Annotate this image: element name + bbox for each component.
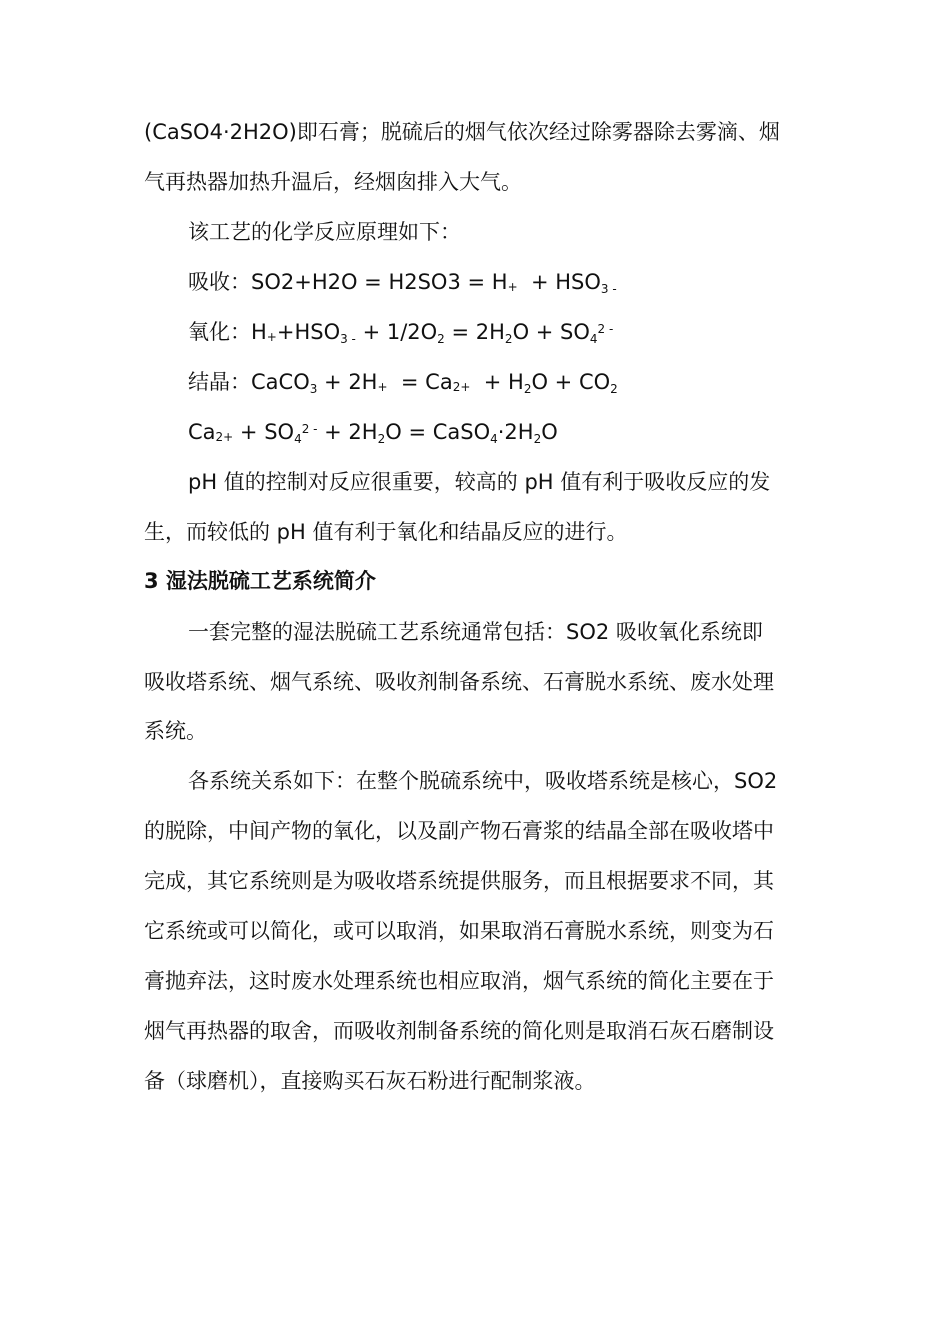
principle-intro: 该工艺的化学反应原理如下： (188, 220, 461, 244)
relation-line1: 各系统关系如下：在整个脱硫系统中，吸收塔系统是核心，SO2 (188, 769, 778, 793)
reaction-absorb-label: 吸收： (188, 270, 251, 294)
system-line1: 一套完整的湿法脱硫工艺系统通常包括：SO2 吸收氧化系统即 (188, 620, 763, 644)
relation-line4: 它系统或可以简化，或可以取消，如果取消石膏脱水系统，则变为石 (144, 919, 774, 943)
relation-line6: 烟气再热器的取舍，而吸收剂制备系统的简化则是取消石灰石磨制设 (144, 1019, 774, 1043)
reaction-crystal: 结晶：CaCO$_3$ + $2H+ = Ca2+ + H_2O + CO_2$ (188, 370, 618, 396)
relation-line5: 膏抛弃法，这时废水处理系统也相应取消，烟气系统的简化主要在于 (144, 969, 774, 993)
reaction-oxidize-label: 氧化： (188, 320, 251, 344)
section3-heading: 3 湿法脱硫工艺系统简介 (144, 569, 376, 593)
reaction-crystal-label: 结晶： (188, 370, 251, 394)
para1-line2: 气再热器加热升温后，经烟囱排入大气。 (144, 170, 522, 194)
relation-line2: 的脱除，中间产物的氧化，以及副产物石膏浆的结晶全部在吸收塔中 (144, 819, 774, 843)
ph-line2: 生，而较低的 pH 值有利于氧化和结晶反应的进行。 (144, 520, 628, 544)
relation-line3: 完成，其它系统则是为吸收塔系统提供服务，而且根据要求不同，其 (144, 869, 774, 893)
reaction-gypsum: $Ca2+ + SO_4^{2 -} + 2H_2O$ = $CaSO_4\cdot 2H_2O$ (188, 420, 558, 446)
ph-line1: pH 值的控制对反应很重要，较高的 pH 值有利于吸收反应的发 (188, 470, 771, 494)
system-line3: 系统。 (144, 719, 207, 743)
relation-line7: 备（球磨机），直接购买石灰石粉进行配制浆液。 (144, 1069, 596, 1093)
reaction-absorb: 吸收：$SO2+H2O = H2SO3 = H+ + HSO_{3 -}$ (188, 270, 617, 296)
reaction-oxidize: 氧化：$H++HSO_{3 -} + 1/2O_2 = 2H_2O + SO_4^{2 -}$ (188, 320, 614, 346)
system-line2: 吸收塔系统、烟气系统、吸收剂制备系统、石膏脱水系统、废水处理 (144, 670, 774, 694)
para1-line1: (CaSO4·2H2O)即石膏；脱硫后的烟气依次经过除雾器除去雾滴、烟 (144, 120, 780, 144)
